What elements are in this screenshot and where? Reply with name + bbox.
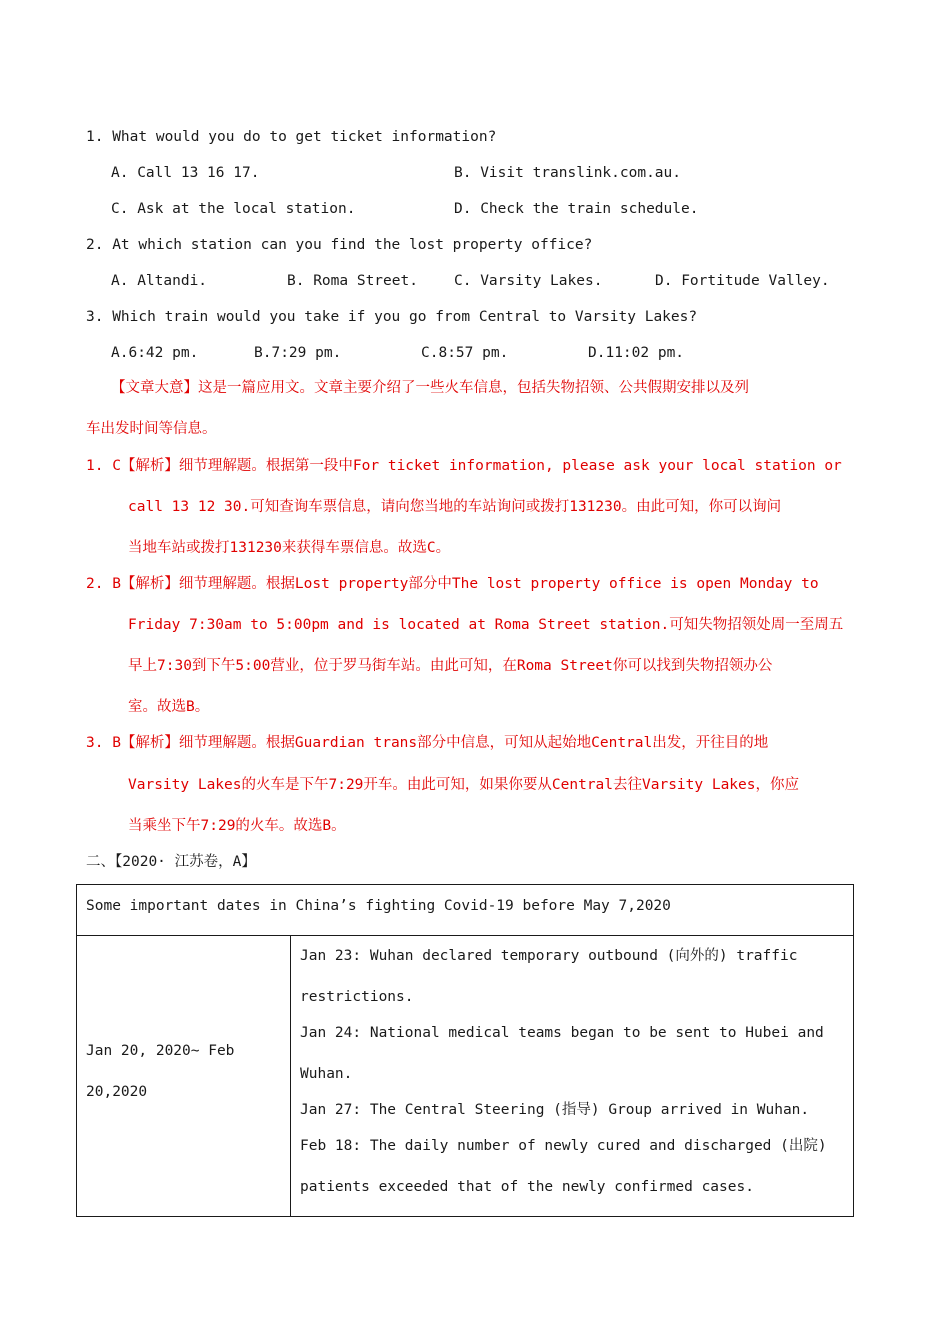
option-letter: D. (655, 273, 673, 289)
analysis-3-line: Varsity Lakes的火车是下午7:29开车。由此可知，如果你要从Central去往Varsity Lakes，你应 (128, 777, 799, 793)
period-line-2: 20,2020 (86, 1084, 148, 1100)
analysis-1-line: call 13 12 30.可知查询车票信息，请向您当地的车站询问或拨打131230。由此可知，你可以询问 (128, 499, 782, 515)
events-cell (291, 936, 854, 1217)
option-letter: D. (454, 201, 472, 217)
table-caption: Some important dates in China’s fighting Covid-19 before May 7,2020 (86, 898, 671, 914)
analysis-2-lead: 2. B【解析】细节理解题。根据Lost property部分中The lost property office is open Monday to (86, 576, 819, 592)
option-text: 11:02 pm. (605, 345, 685, 361)
option-text: 6:42 pm. (128, 345, 199, 361)
event-line: Jan 27: The Central Steering (指导) Group arrived in Wuhan. (300, 1102, 810, 1118)
option-text: Altandi. (137, 273, 208, 289)
question-2 (86, 235, 592, 255)
event-line: restrictions. (300, 989, 414, 1005)
option-text: 7:29 pm. (271, 345, 342, 361)
q3-option-c (421, 343, 508, 363)
q2-option-d (655, 271, 830, 291)
question-text: Which train would you take if you go from Central to Varsity Lakes? (112, 309, 698, 325)
q1-option-d (454, 199, 698, 219)
option-text: Call 13 16 17. (137, 165, 260, 181)
option-letter: B. (287, 273, 305, 289)
question-1 (86, 127, 496, 147)
question-number: 3. (86, 309, 104, 325)
event-line: patients exceeded that of the newly confirmed cases. (300, 1179, 754, 1195)
option-letter: D. (588, 345, 606, 361)
q2-option-a (111, 271, 207, 291)
event-line: Jan 24: National medical teams began to be sent to Hubei and (300, 1025, 824, 1041)
q2-option-c (454, 271, 602, 291)
question-text: At which station can you find the lost property office? (112, 237, 593, 253)
analysis-3-line: 当乘坐下午7:29的火车。故选B。 (128, 818, 346, 834)
analysis-2-line: Friday 7:30am to 5:00pm and is located at Roma Street station.可知失物招领处周一至周五 (128, 617, 844, 633)
option-letter: B. (254, 345, 272, 361)
option-text: Visit translink.com.au. (480, 165, 681, 181)
period-cell (77, 936, 291, 1217)
q1-option-b (454, 163, 681, 183)
analysis-2-line: 室。故选B。 (128, 699, 210, 715)
question-number: 2. (86, 237, 104, 253)
option-letter: A. (111, 165, 129, 181)
q2-option-b (287, 271, 418, 291)
option-letter: A. (111, 345, 129, 361)
question-number: 1. (86, 129, 104, 145)
question-text: What would you do to get ticket information? (112, 129, 497, 145)
summary-line-2: 车出发时间等信息。 (86, 421, 217, 437)
table-caption-cell (77, 885, 854, 936)
option-text: Ask at the local station. (137, 201, 356, 217)
option-letter: C. (421, 345, 439, 361)
option-letter: C. (454, 273, 472, 289)
option-text: Check the train schedule. (480, 201, 699, 217)
event-line: Jan 23: Wuhan declared temporary outbound (向外的) traffic (300, 948, 798, 964)
period-line-1: Jan 20, 2020~ Feb (86, 1043, 235, 1059)
q1-option-a (111, 163, 259, 183)
option-text: Fortitude Valley. (681, 273, 830, 289)
question-3 (86, 307, 697, 327)
q3-option-d (588, 343, 684, 363)
event-line: Wuhan. (300, 1066, 353, 1082)
option-text: Roma Street. (313, 273, 418, 289)
section-heading: 二、【2020· 江苏卷，A】 (86, 854, 256, 870)
option-letter: B. (454, 165, 472, 181)
q1-option-c (111, 199, 355, 219)
analysis-1-line: 当地车站或拨打131230来获得车票信息。故选C。 (128, 540, 451, 556)
event-line: Feb 18: The daily number of newly cured and discharged (出院) (300, 1138, 827, 1154)
q3-option-b (254, 343, 341, 363)
analysis-2-line: 早上7:30到下午5:00营业，位于罗马街车站。由此可知，在Roma Street你可以找到失物招领办公 (128, 658, 773, 674)
option-text: 8:57 pm. (438, 345, 509, 361)
option-letter: A. (111, 273, 129, 289)
option-text: Varsity Lakes. (480, 273, 603, 289)
option-letter: C. (111, 201, 129, 217)
summary-line-1: 【文章大意】这是一篇应用文。文章主要介绍了一些火车信息，包括失物招领、公共假期安排以及列 (111, 380, 749, 396)
analysis-3-lead: 3. B【解析】细节理解题。根据Guardian trans部分中信息，可知从起始地Central出发，开往目的地 (86, 735, 769, 751)
q3-option-a (111, 343, 198, 363)
dates-table (76, 884, 854, 1217)
analysis-1-lead: 1. C【解析】细节理解题。根据第一段中For ticket information, please ask your local station or (86, 458, 842, 474)
